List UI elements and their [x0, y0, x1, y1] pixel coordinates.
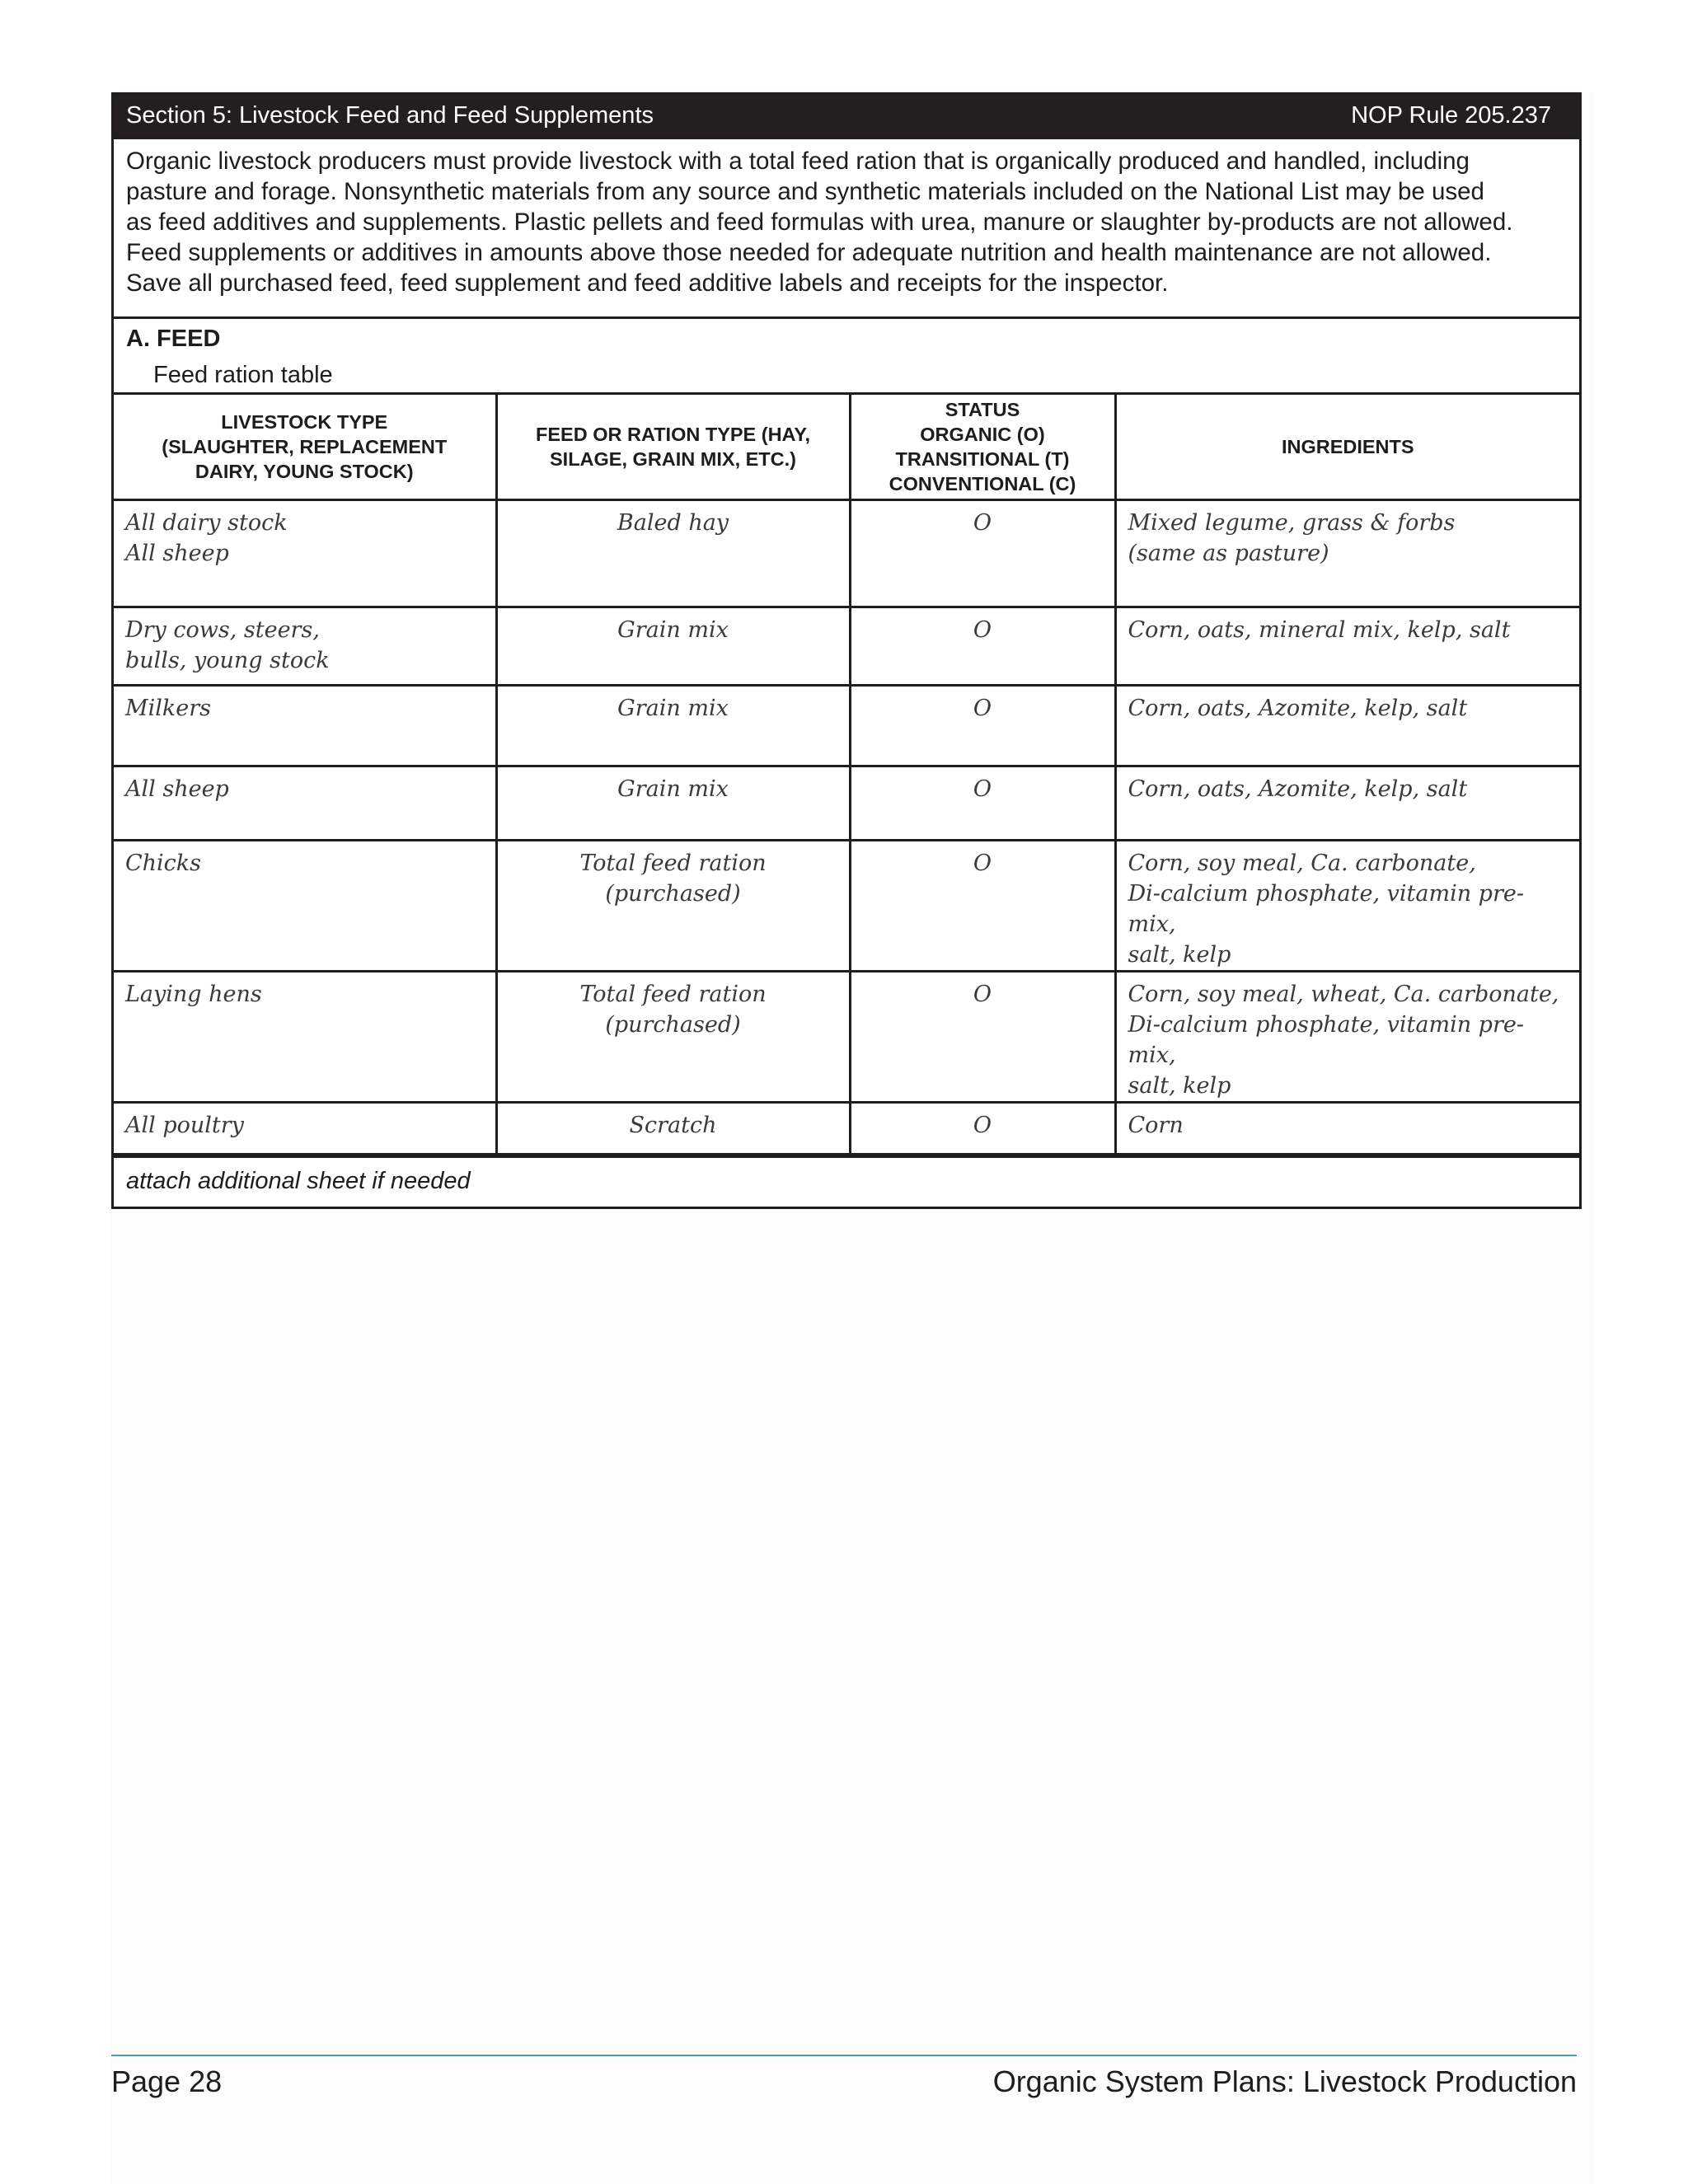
document-title: Organic System Plans: Livestock Production	[992, 2064, 1577, 2098]
table-row	[114, 1103, 1579, 1155]
cell-livestock-type[interactable]: All poultry	[114, 1103, 496, 1155]
feed-ration-table	[114, 392, 1579, 1155]
table-row	[114, 972, 1579, 1103]
cell-status[interactable]: O	[850, 607, 1115, 686]
page-number: Page 28	[111, 2064, 223, 2098]
feed-section-header	[114, 316, 1579, 392]
intro-line: as feed additives and supplements. Plastic pellets and feed formulas with urea, manure or slaughter by-products are not allowed.	[126, 209, 1513, 236]
intro-line: Save all purchased feed, feed supplement and feed additive labels and receipts for the inspector.	[126, 269, 1169, 297]
cell-feed-type[interactable]: Baled hay	[496, 500, 850, 607]
cell-ingredients[interactable]: Corn, soy meal, wheat, Ca. carbonate, Di-calcium phosphate, vitamin pre-mix, salt, kelp	[1115, 972, 1579, 1103]
cell-feed-type[interactable]: Grain mix	[496, 607, 850, 686]
cell-feed-type[interactable]: Grain mix	[496, 686, 850, 766]
section-header-bar	[114, 95, 1579, 137]
section-title: Section 5: Livestock Feed and Feed Supplements	[126, 102, 654, 129]
column-header-ingredients: INGREDIENTS	[1115, 394, 1579, 500]
cell-feed-type[interactable]: Total feed ration (purchased)	[496, 972, 850, 1103]
cell-status[interactable]: O	[850, 841, 1115, 972]
feed-subheading: Feed ration table	[153, 362, 333, 388]
cell-livestock-type[interactable]: Laying hens	[114, 972, 496, 1103]
intro-line: Organic livestock producers must provide livestock with a total feed ration that is organically produced and handled, including	[126, 148, 1470, 175]
cell-feed-type[interactable]: Scratch	[496, 1103, 850, 1155]
cell-livestock-type[interactable]: All sheep	[114, 766, 496, 841]
cell-ingredients[interactable]: Corn	[1115, 1103, 1579, 1155]
cell-livestock-type[interactable]: Dry cows, steers, bulls, young stock	[114, 607, 496, 686]
cell-status[interactable]: O	[850, 766, 1115, 841]
cell-ingredients[interactable]: Corn, soy meal, Ca. carbonate, Di-calcium phosphate, vitamin pre-mix, salt, kelp	[1115, 841, 1579, 972]
table-row	[114, 766, 1579, 841]
table-row	[114, 607, 1579, 686]
intro-line: Feed supplements or additives in amounts above those needed for adequate nutrition and health maintenance are not allowed.	[126, 239, 1492, 266]
column-header-feed-type: FEED OR RATION TYPE (HAY, SILAGE, GRAIN MIX, ETC.)	[496, 394, 850, 500]
cell-feed-type[interactable]: Grain mix	[496, 766, 850, 841]
column-header-livestock-type: LIVESTOCK TYPE (SLAUGHTER, REPLACEMENT DAIRY, YOUNG STOCK)	[114, 394, 496, 500]
table-row	[114, 841, 1579, 972]
table-row	[114, 500, 1579, 607]
attach-sheet-note: attach additional sheet if needed	[114, 1155, 1579, 1207]
cell-ingredients[interactable]: Mixed legume, grass & forbs (same as pasture)	[1115, 500, 1579, 607]
cell-ingredients[interactable]: Corn, oats, mineral mix, kelp, salt	[1115, 607, 1579, 686]
cell-ingredients[interactable]: Corn, oats, Azomite, kelp, salt	[1115, 686, 1579, 766]
column-header-status: STATUS ORGANIC (O) TRANSITIONAL (T) CONVENTIONAL (C)	[850, 394, 1115, 500]
cell-status[interactable]: O	[850, 1103, 1115, 1155]
feed-heading: A. FEED	[126, 326, 221, 352]
cell-ingredients[interactable]: Corn, oats, Azomite, kelp, salt	[1115, 766, 1579, 841]
table-row	[114, 686, 1579, 766]
cell-status[interactable]: O	[850, 686, 1115, 766]
intro-line: pasture and forage. Nonsynthetic materials from any source and synthetic materials included on the National List may be used	[126, 178, 1484, 205]
intro-paragraph	[114, 137, 1579, 316]
footer-divider	[111, 2055, 1577, 2056]
cell-livestock-type[interactable]: Milkers	[114, 686, 496, 766]
cell-livestock-type[interactable]: Chicks	[114, 841, 496, 972]
cell-feed-type[interactable]: Total feed ration (purchased)	[496, 841, 850, 972]
cell-status[interactable]: O	[850, 972, 1115, 1103]
cell-livestock-type[interactable]: All dairy stock All sheep	[114, 500, 496, 607]
cell-status[interactable]: O	[850, 500, 1115, 607]
table-header-row	[114, 394, 1579, 500]
livestock-feed-form	[111, 92, 1582, 1209]
nop-rule-reference: NOP Rule 205.237	[1351, 102, 1551, 129]
